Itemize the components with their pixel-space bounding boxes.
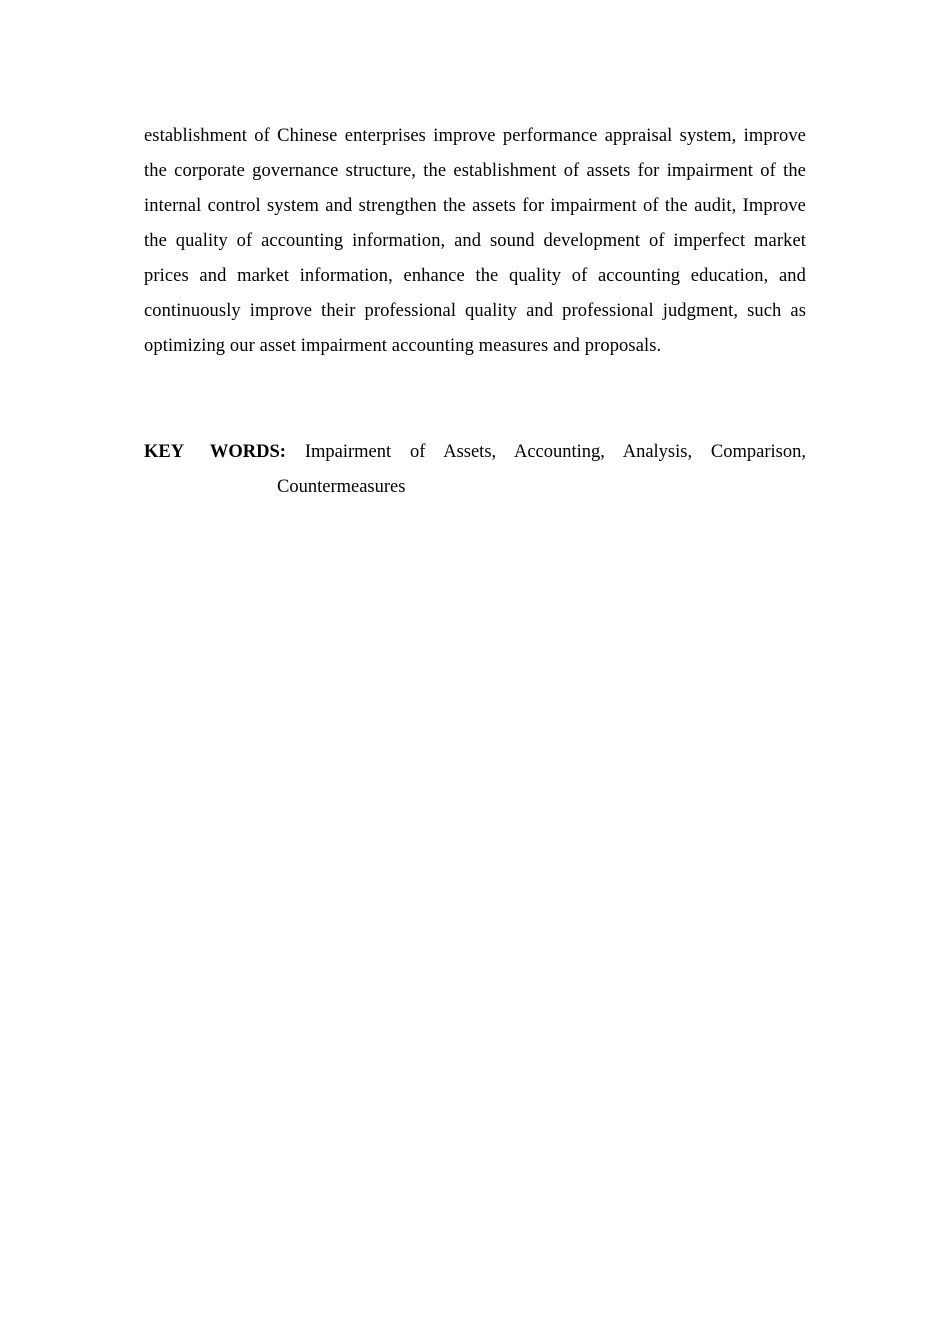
keywords-block [144, 435, 806, 505]
abstract-paragraph: establishment of Chinese enterprises improve performance appraisal system, improve the corporate governance structure, the establishment of assets for impairment of the internal control system and strengthen the assets for impairment of the audit, Improve the quality of accounting information, and sound development of imperfect market prices and market information, enhance the quality of accounting education, and continuously improve their professional quality and professional judgment, such as optimizing our asset impairment accounting measures and proposals. [144, 126, 806, 356]
keywords-list-part-2: Countermeasures [277, 477, 406, 497]
keywords-line-1 [144, 435, 806, 470]
keywords-list-part-1: Impairment of Assets, Accounting, Analysis, Comparison, [304, 442, 806, 462]
keywords-label: KEY WORDS: [144, 442, 286, 462]
